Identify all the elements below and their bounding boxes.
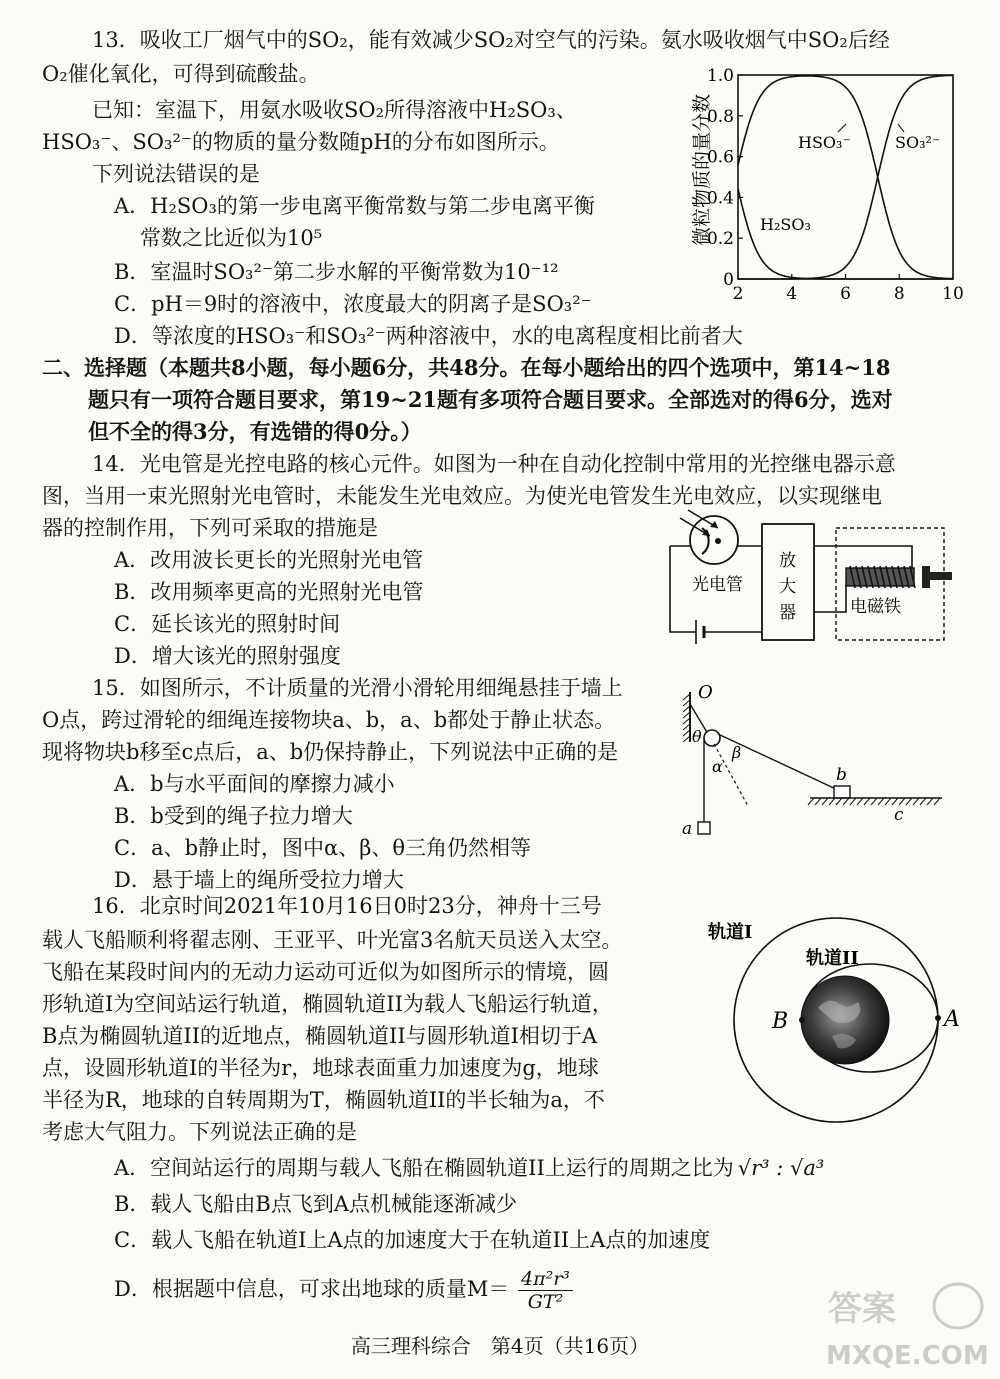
x-tick-label: 6 [840, 284, 851, 304]
y-tick-label: 0 [723, 270, 734, 290]
q13-option-b: B．室温时SO₃²⁻第二步水解的平衡常数为10⁻¹² [114, 260, 559, 284]
x-tick-label: 10 [942, 284, 964, 304]
y-tick-label: 0.2 [706, 229, 734, 250]
mass-formula-denominator: GT² [527, 1291, 564, 1313]
watermark-text-1: 答案 [828, 1289, 896, 1329]
hatch-line [871, 798, 877, 805]
point-a-label: A [944, 1007, 960, 1032]
mass-formula-numerator: 4π²r³ [518, 1268, 573, 1291]
block-b-label: b [836, 765, 847, 785]
q14-option-c: C．延长该光的照射时间 [114, 612, 341, 636]
q16-line6: 点，设圆形轨道I的半径为r，地球表面重力加速度为g，地球 [42, 1056, 599, 1080]
chart-ylabel: 微粒物质的量分数 [691, 93, 713, 247]
angle-beta-label: β [732, 743, 742, 762]
hatch-line [815, 798, 821, 805]
hatch-line [683, 730, 690, 736]
y-tick-label: 0.4 [706, 188, 734, 209]
pulley-diagram [678, 682, 948, 842]
wire [814, 584, 846, 612]
hatch-line [822, 798, 828, 805]
q15-option-a: A．b与水平面间的摩擦力减小 [114, 772, 395, 796]
hatch-line [899, 798, 905, 805]
label-hso3-leader [838, 124, 846, 132]
wall-hatching [683, 694, 690, 742]
hatch-line [683, 694, 690, 700]
y-tick-label: 1.0 [706, 66, 734, 86]
q16-line3: 飞船在某段时间内的无动力运动可近似为如图所示的情境，圆 [42, 960, 609, 984]
hatch-line [920, 798, 926, 805]
watermark-logo [808, 1278, 988, 1373]
hatch-line [913, 798, 919, 805]
distribution-chart-svg [688, 62, 968, 306]
q16-option-d [114, 1268, 573, 1313]
orbit-svg [708, 918, 970, 1138]
section2-line2: 题只有一项符合题目要求，第19~21题有多项符合题目要求。全部选对的得6分，选对 [88, 387, 893, 412]
point-c-label: c [894, 805, 904, 825]
mass-formula [518, 1268, 573, 1313]
label-so3-leader [898, 124, 904, 132]
amplifier-label-2: 大 [779, 577, 796, 597]
curve-hso3 [738, 76, 953, 279]
q13-option-d: D．等浓度的HSO₃⁻和SO₃²⁻两种溶液中，水的电离程度相比前者大 [114, 324, 743, 348]
hatch-line [906, 798, 912, 805]
q13-line3: 已知：室温下，用氨水吸收SO₂所得溶液中H₂SO₃、 [92, 98, 577, 122]
hatch-line [892, 798, 898, 805]
hatch-line [683, 736, 690, 742]
q13-line1: 13．吸收工厂烟气中的SO₂，能有效减少SO₂对空气的污染。氨水吸收烟气中SO₂后经 [92, 28, 890, 52]
armature [922, 566, 930, 588]
section2-line1: 二、选择题（本题共8小题，每小题6分，共48分。在每小题给出的四个选项中，第14~18 [42, 355, 891, 380]
hatch-line [683, 700, 690, 706]
hatch-line [885, 798, 891, 805]
q13-line2: O₂催化氧化，可得到硫酸盐。 [42, 62, 320, 86]
hatch-line [843, 798, 849, 805]
hatch-line [683, 718, 690, 724]
orbit-2-label: 轨道II [806, 948, 859, 969]
hatch-line [927, 798, 933, 805]
phototube-label: 光电管 [692, 575, 743, 595]
phototube-anode [715, 538, 721, 544]
q15-line2: O点，跨过滑轮的细绳连接物块a、b，a、b都处于静止状态。 [42, 708, 616, 732]
hatch-line [857, 798, 863, 805]
q15-line3: 现将物块b移至c点后，a、b仍保持静止，下列说法中正确的是 [42, 740, 619, 764]
label-so3: SO₃²⁻ [895, 133, 941, 152]
pulley [704, 730, 720, 746]
hatch-line [683, 706, 690, 712]
q16-option-d-text: D．根据题中信息，可求出地球的质量M＝ [114, 1277, 510, 1301]
wire [814, 546, 912, 568]
q13-line5: 下列说法错误的是 [92, 162, 260, 186]
angle-theta-label: θ [692, 727, 702, 746]
q16-line7: 半径为R，地球的自转周期为T，椭圆轨道II的半长轴为a，不 [42, 1088, 605, 1112]
hatch-line [683, 724, 690, 730]
hatch-line [850, 798, 856, 805]
q16-option-a-text: A．空间站运行的周期与载人飞船在椭圆轨道II上运行的周期之比为 [114, 1156, 734, 1180]
q14-line2: 图，当用一束光照射光电管时，未能发生光电效应。为使光电管发生光电效应，以实现继电 [42, 484, 882, 508]
q13-option-c: C．pH＝9时的溶液中，浓度最大的阴离子是SO₃²⁻ [114, 292, 592, 316]
x-tick-label: 2 [732, 284, 744, 304]
hatch-line [864, 798, 870, 805]
q13-option-a-line2: 常数之比近似为10⁵ [140, 226, 323, 250]
q16-line8: 考虑大气阻力。下列说法正确的是 [42, 1120, 357, 1144]
pulley-svg [678, 682, 948, 842]
hatch-line [878, 798, 884, 805]
y-tick-label: 0.8 [706, 106, 734, 127]
watermark-seal [934, 1284, 982, 1328]
curve-so3 [738, 75, 953, 279]
point-b-label: B [772, 1009, 789, 1034]
block-a-label: a [682, 819, 693, 839]
watermark-svg [808, 1278, 988, 1373]
angle-alpha-label: α [712, 757, 723, 776]
point-a-marker [935, 1015, 941, 1021]
hatch-line [829, 798, 835, 805]
chart-frame [738, 75, 953, 279]
q16-option-a [114, 1154, 824, 1182]
x-tick-label: 4 [786, 284, 798, 304]
block-a [698, 822, 710, 834]
amplifier-label-3: 器 [779, 603, 796, 623]
y-tick-label: 0.6 [706, 147, 734, 168]
point-o-label: O [698, 682, 713, 703]
q14-line1: 14．光电管是光控电路的核心元件。如图为一种在自动化控制中常用的光控继电器示意 [92, 452, 896, 476]
q16-option-b: B．载人飞船由B点飞到A点机械能逐渐减少 [114, 1192, 518, 1216]
orbit-diagram [708, 918, 970, 1138]
watermark-text-2: MXQE.COM [826, 1341, 988, 1371]
q13-line4: HSO₃⁻、SO₃²⁻的物质的量分数随pH的分布如图所示。 [42, 130, 560, 154]
armature-rod [930, 572, 952, 580]
q15-option-d: D．悬于墙上的绳所受拉力增大 [114, 868, 404, 892]
ground-hatching [808, 798, 940, 805]
hatch-line [934, 798, 940, 805]
relay-circuit-diagram [666, 508, 958, 644]
hatch-line [836, 798, 842, 805]
amplifier-label-1: 放 [779, 551, 796, 571]
page-footer: 高三理科综合 第4页（共16页） [350, 1334, 650, 1358]
label-h2so3: H₂SO₃ [760, 215, 811, 234]
q16-line5: B点为椭圆轨道II的近地点，椭圆轨道II与圆形轨道I相切于A [42, 1024, 598, 1048]
q15-line1: 15．如图所示，不计质量的光滑小滑轮用细绳悬挂于墙上 [92, 676, 623, 700]
orbit-1-label: 轨道I [708, 922, 753, 943]
q16-option-a-math: √r³ : √a³ [737, 1156, 825, 1180]
electromagnet-core [846, 568, 914, 586]
label-hso3: HSO₃⁻ [798, 133, 851, 152]
hatch-line [683, 712, 690, 718]
block-b [834, 786, 850, 798]
electromagnet-label: 电磁铁 [850, 597, 901, 617]
q14-option-a: A．改用波长更长的光照射光电管 [114, 548, 424, 572]
q16-line1: 16．北京时间2021年10月16日0时23分，神舟十三号 [92, 894, 602, 918]
q16-line4: 形轨道I为空间站运行轨道，椭圆轨道II为载人飞船运行轨道， [42, 992, 613, 1016]
q15-option-c: C．a、b静止时，图中α、β、θ三角仍然相等 [114, 836, 531, 860]
q13-option-a-line1: A．H₂SO₃的第一步电离平衡常数与第二步电离平衡 [114, 194, 595, 218]
q16-line2: 载人飞船顺利将翟志刚、王亚平、叶光富3名航天员送入太空。 [42, 928, 623, 952]
hatch-line [808, 798, 814, 805]
q15-option-b: B．b受到的绳子拉力增大 [114, 804, 353, 828]
point-b-marker [799, 1017, 805, 1023]
distribution-chart [688, 62, 968, 306]
q14-option-b: B．改用频率更高的光照射光电管 [114, 580, 424, 604]
q14-option-d: D．增大该光的照射强度 [114, 644, 341, 668]
q14-line3: 器的控制作用，下列可采取的措施是 [42, 516, 378, 540]
q16-option-c: C．载人飞船在轨道I上A点的加速度大于在轨道II上A点的加速度 [114, 1228, 711, 1252]
section2-line3: 但不全的得3分，有选错的得0分。） [88, 419, 422, 444]
x-tick-label: 8 [893, 284, 905, 304]
relay-circuit-svg [666, 508, 958, 644]
